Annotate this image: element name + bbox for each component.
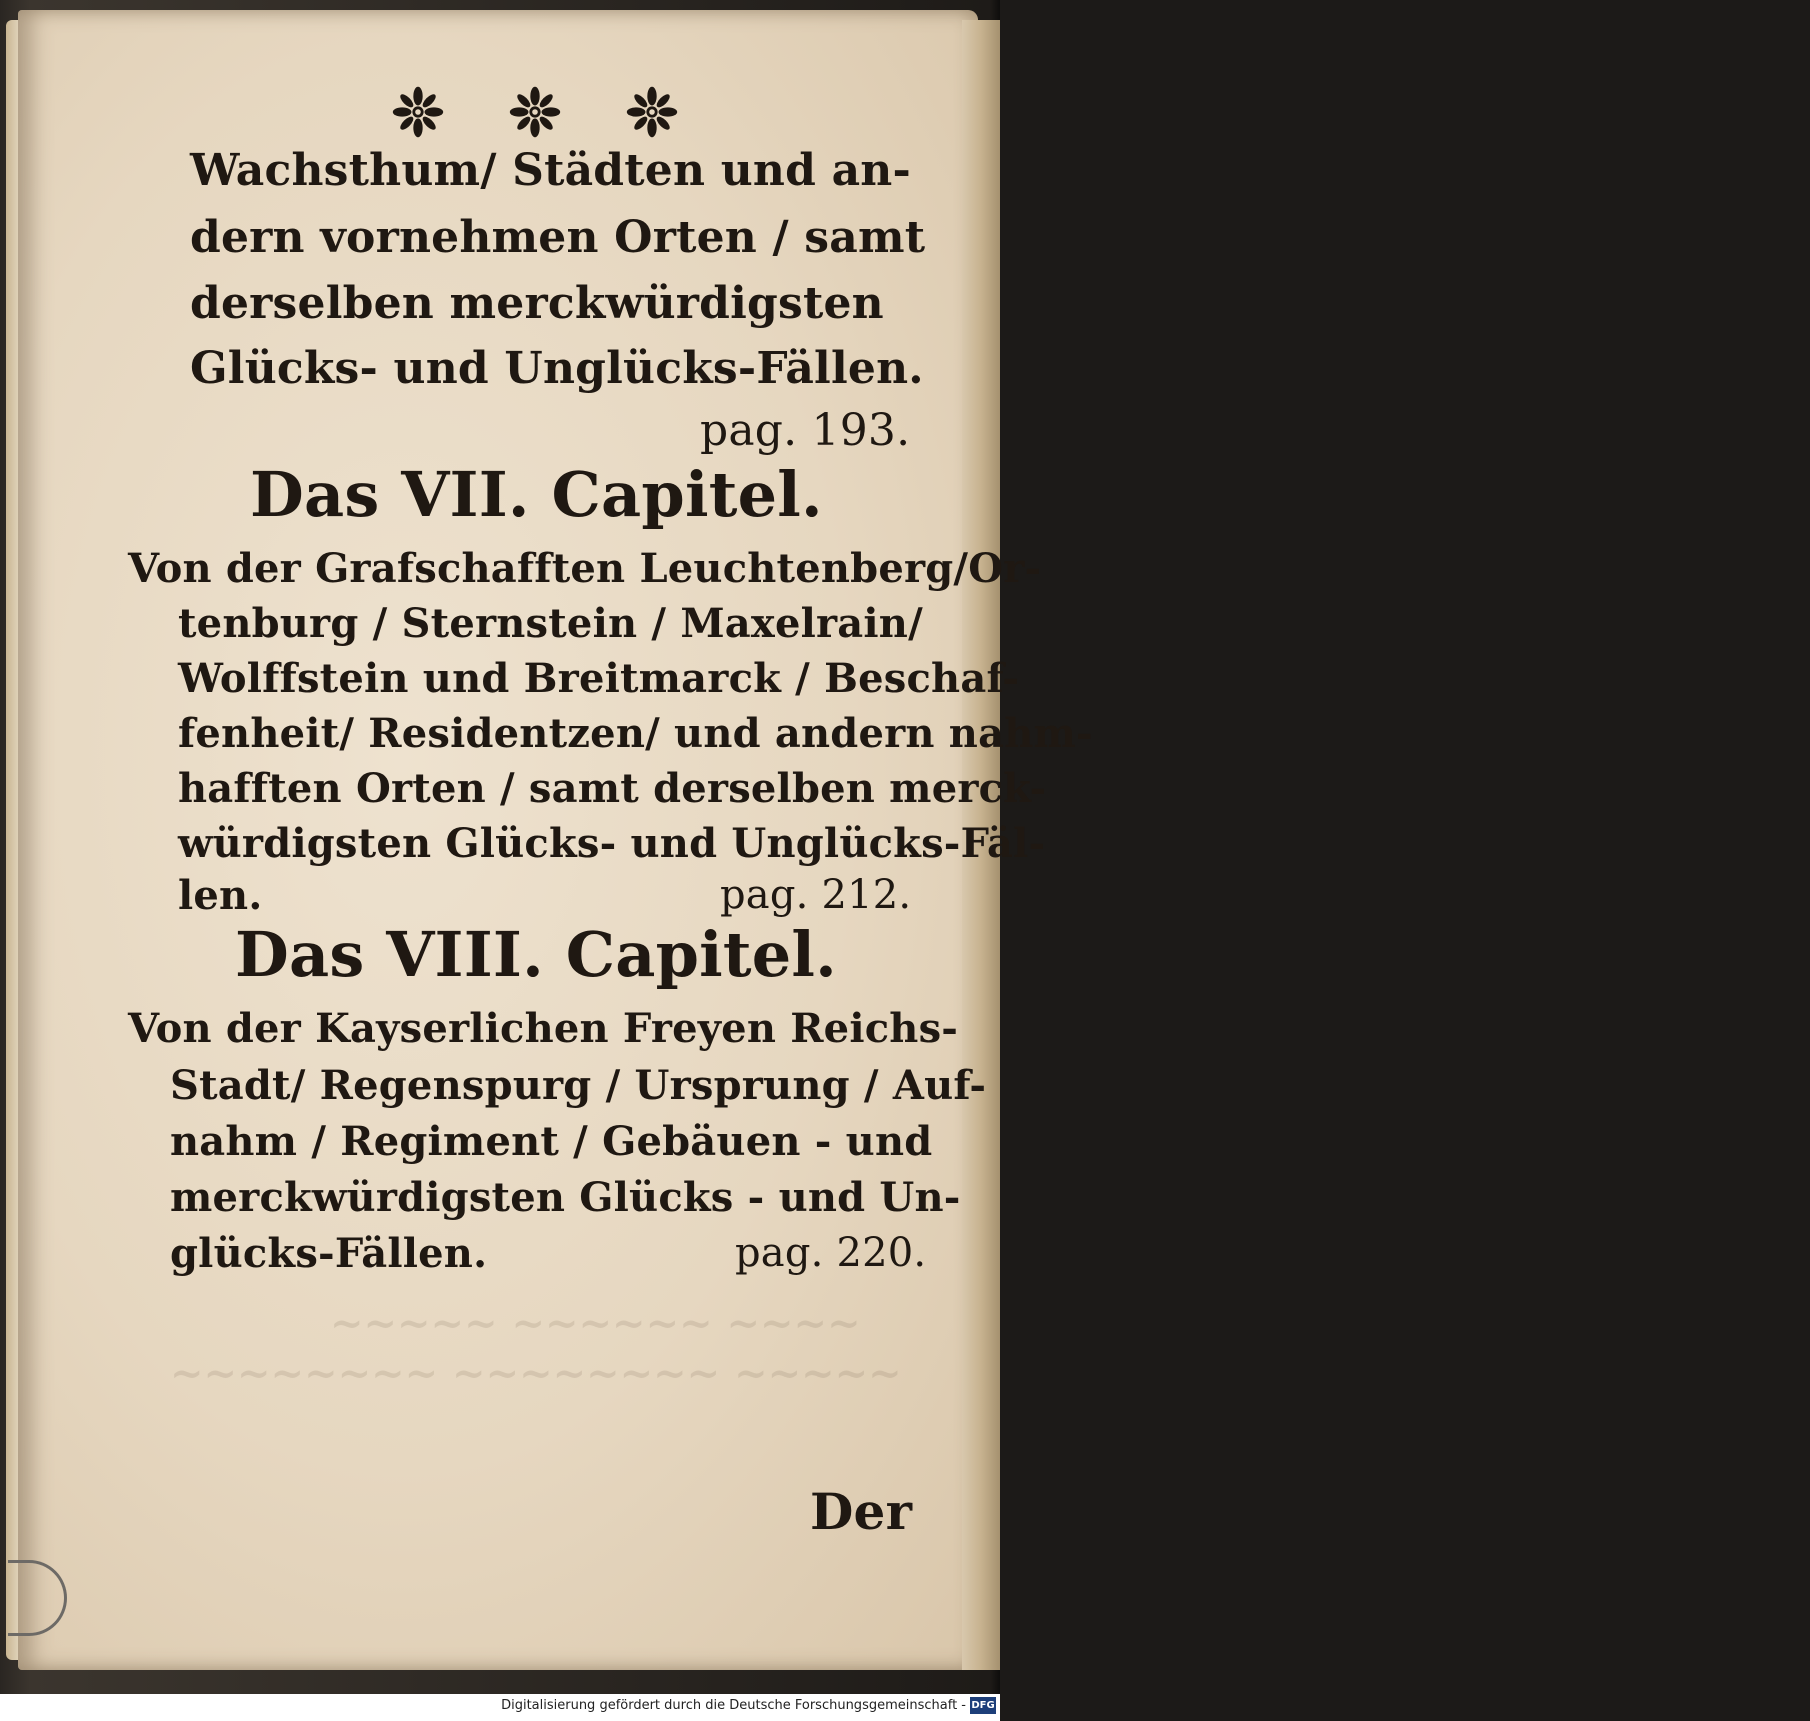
text-line: Stadt/ Regenspurg / Ursprung / Auf- <box>170 1062 987 1109</box>
page-reference: pag. 212. <box>720 872 912 918</box>
text-line: derselben merckwürdigsten <box>190 278 884 329</box>
flower-ornament-icon <box>390 84 446 140</box>
show-through-text: ~~~~~ ~~~~~~ ~~~~ <box>330 1300 861 1347</box>
flower-ornament-icon <box>624 84 680 140</box>
chapter-title: Das VIII. Capitel. <box>235 918 837 991</box>
text-line: merckwürdigsten Glücks - und Un- <box>170 1174 961 1221</box>
page-reference: pag. 193. <box>700 405 911 456</box>
ornament-row <box>390 82 680 142</box>
text-line: hafften Orten / samt derselben merck- <box>178 765 1047 812</box>
text-line: Glücks- und Unglücks-Fällen. <box>190 343 924 394</box>
show-through-text: ~~~~~~~~ ~~~~~~~~ ~~~~~ <box>170 1350 902 1397</box>
text-line: nahm / Regiment / Gebäuen - und <box>170 1118 933 1165</box>
text-line: len. <box>178 872 263 919</box>
flower-ornament-icon <box>507 84 563 140</box>
text-line: würdigsten Glücks- und Unglücks-Fäl- <box>178 820 1046 867</box>
text-line: Wolffstein und Breitmarck / Beschaf- <box>178 655 1020 702</box>
text-line: glücks-Fällen. <box>170 1230 488 1277</box>
footer-bar <box>0 1694 1000 1721</box>
text-line: Von der Kayserlichen Freyen Reichs- <box>128 1005 959 1052</box>
page-reference: pag. 220. <box>735 1230 927 1276</box>
text-line: Wachsthum/ Städten und an- <box>190 145 911 196</box>
catchword: Der <box>810 1482 913 1541</box>
text-line: dern vornehmen Orten / samt <box>190 212 926 263</box>
text-line: Von der Grafschafften Leuchtenberg/Or- <box>128 545 1042 592</box>
chapter-title: Das VII. Capitel. <box>250 458 823 531</box>
text-line: fenheit/ Residentzen/ und andern nahm- <box>178 710 1093 757</box>
text-line: tenburg / Sternstein / Maxelrain/ <box>178 600 923 647</box>
dfg-logo: DFG <box>970 1697 996 1714</box>
footer-credit: Digitalisierung gefördert durch die Deutsche Forschungsgemeinschaft - <box>501 1698 966 1713</box>
